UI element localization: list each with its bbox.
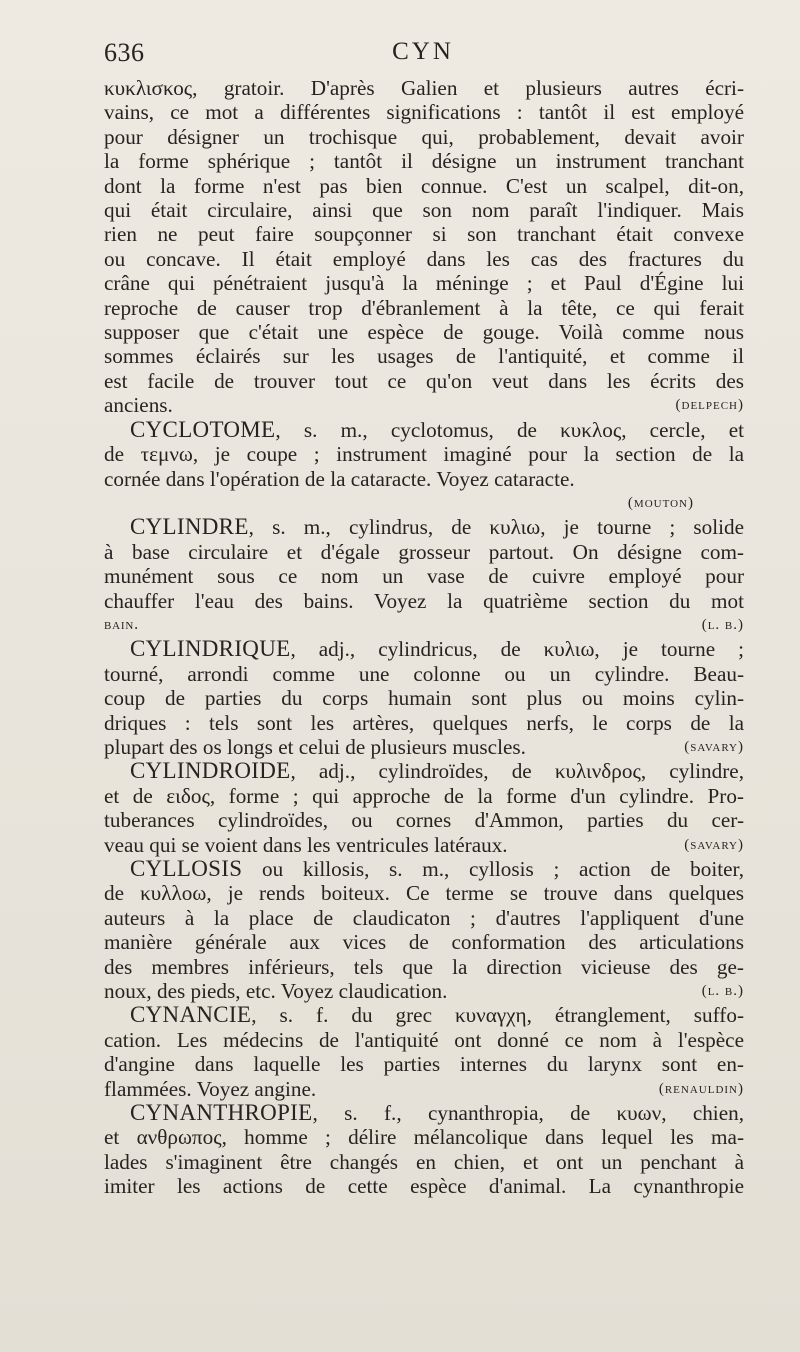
definition-start: , s. m., cyclotomus, de κυκλος, cercle, et <box>275 417 744 442</box>
text-line <box>104 515 744 539</box>
text-line: de τεμνω, je coupe ; instrument imaginé pour la section de la <box>104 442 744 467</box>
entry-cynancie <box>104 1003 744 1101</box>
text-line <box>104 393 744 417</box>
text-line: lades s'imaginent être changés en chien, et ont un penchant à <box>104 1149 744 1174</box>
text-line: qui était circulaire, ainsi que son nom paraît l'indiquer. Mais <box>104 198 744 223</box>
text-line <box>104 1101 744 1125</box>
text-line: chauffer l'eau des bains. Voyez la quatrième section du mot <box>104 588 744 613</box>
definition-start: , adj., cylindroïdes, de κυλινδρος, cylindre, <box>290 759 744 784</box>
last-line-text: noux, des pieds, etc. Voyez claudication. <box>104 979 448 1004</box>
headword: CYNANCIE <box>130 1002 252 1028</box>
text-line: manière générale aux vices de conformation des articulations <box>104 930 744 955</box>
text-line: des membres inférieurs, tels que la direction vicieuse des ge- <box>104 954 744 979</box>
author-signature: (savary) <box>684 738 744 755</box>
text-line: et de ειδος, forme ; qui approche de la forme d'un cylindre. Pro- <box>104 783 744 808</box>
entry-kykliskos <box>104 76 744 418</box>
entry-cylindre <box>104 515 744 637</box>
text-line: munément sous ce nom un vase de cuivre employé pour <box>104 564 744 589</box>
headword: CYLLOSIS <box>130 856 243 881</box>
entry-cylindrique <box>104 637 744 759</box>
text-line: tourné, arrondi comme une colonne ou un cylindre. Beau- <box>104 661 744 686</box>
definition-start: , s. f., cynanthropia, de κυων, chien, <box>312 1101 744 1126</box>
text-line: auteurs à la place de claudicaton ; d'autres l'appliquent d'une <box>104 905 744 930</box>
text-line: driques : tels sont les artères, quelques nerfs, le corps de la <box>104 710 744 735</box>
headword: CYLINDROIDE <box>130 758 291 784</box>
text-line: de κυλλοω, je rends boiteux. Ce terme se trouve dans quelques <box>104 881 744 906</box>
text-line <box>104 735 744 759</box>
definition-start: , s. f. du grec κυναγχη, étranglement, suffo- <box>251 1003 744 1028</box>
text-line <box>104 833 744 857</box>
text-line: sommes éclairés sur les usages de l'antiquité, et comme il <box>104 344 744 369</box>
text-line: est facile de trouver tout ce qu'on veut dans les écrits des <box>104 368 744 393</box>
headword: CYLINDRE <box>130 514 249 540</box>
last-line-text: flammées. Voyez angine. <box>104 1076 317 1101</box>
text-line <box>104 857 744 881</box>
entry-cynanthropie <box>104 1101 744 1199</box>
text-line: coup de parties du corps humain sont plus ou moins cylin- <box>104 686 744 711</box>
text-line: imiter les actions de cette espèce d'animal. La cynanthropie <box>104 1174 744 1199</box>
text-line: d'angine dans laquelle les parties internes du larynx sont en- <box>104 1052 744 1077</box>
text-line: la forme sphérique ; tantôt il désigne un instrument tranchant <box>104 149 744 174</box>
text-line: cornée dans l'opération de la cataracte. Voyez cataracte. <box>104 466 575 491</box>
last-line-text: veau qui se voient dans les ventricules latéraux. <box>104 832 508 857</box>
page-header <box>104 38 742 72</box>
text-line: κυκλισκος, gratoir. D'après Galien et plusieurs autres écri- <box>104 76 744 100</box>
text-line: et ανθρωπος, homme ; délire mélancolique dans lequel les ma- <box>104 1125 744 1150</box>
text-line: à base circulaire et d'égale grosseur partout. On désigne com- <box>104 539 744 564</box>
text-line <box>104 637 744 661</box>
dictionary-text <box>104 76 744 1199</box>
text-line <box>104 613 744 637</box>
author-signature: (renauldin) <box>658 1080 744 1097</box>
text-line <box>104 979 744 1003</box>
text-line: dont la forme n'est pas bien connue. C'est un scalpel, dit-on, <box>104 173 744 198</box>
definition-start: , adj., cylindricus, de κυλιω, je tourne ; <box>290 637 744 662</box>
text-line: tuberances cylindroïdes, ou cornes d'Ammon, parties du cer- <box>104 808 744 833</box>
text-line <box>104 759 744 783</box>
text-line: vains, ce mot a différentes significations : tantôt il est employé <box>104 100 744 125</box>
definition-start: ou killosis, s. m., cyllosis ; action de boiter, <box>242 857 744 881</box>
last-line-text: bain. <box>104 615 139 633</box>
text-line <box>104 1003 744 1027</box>
author-signature: (l. b.) <box>701 616 744 633</box>
headword: CYCLOTOME <box>130 416 276 442</box>
author-signature: (l. b.) <box>701 983 744 1000</box>
headword: CYLINDRIQUE <box>130 636 291 662</box>
text-line: reproche de causer trop d'ébranlement à la tête, ce qui ferait <box>104 295 744 320</box>
headword: CYNANTHROPIE <box>130 1100 313 1126</box>
text-line: crâne qui pénétraient jusqu'à la méninge ; et Paul d'Égine lui <box>104 271 744 296</box>
running-head: CYN <box>392 38 454 65</box>
entry-cylindroide <box>104 759 744 857</box>
text-line: supposer que c'était une espèce de gouge. Voilà comme nous <box>104 320 744 345</box>
definition-start: , s. m., cylindrus, de κυλιω, je tourne ; solide <box>248 515 744 540</box>
author-signature: (mouton) <box>627 494 694 511</box>
last-line-text: anciens. <box>104 393 173 418</box>
page-number: 636 <box>104 38 145 67</box>
text-line <box>104 418 744 442</box>
text-line: cation. Les médecins de l'antiquité ont donné ce nom à l'espèce <box>104 1027 744 1052</box>
text-line: pour désigner un trochisque qui, probablement, devait avoir <box>104 124 744 149</box>
entry-cyclotome <box>104 418 744 516</box>
text-line: rien ne peut faire soupçonner si son tranchant était convexe <box>104 222 744 247</box>
text-line: ou concave. Il était employé dans les cas des fractures du <box>104 246 744 271</box>
author-signature: (savary) <box>684 836 744 853</box>
text-line <box>104 1077 744 1101</box>
entry-cyllosis <box>104 857 744 1003</box>
last-line-text: plupart des os longs et celui de plusieurs muscles. <box>104 734 526 759</box>
author-signature: (delpech) <box>675 397 744 414</box>
